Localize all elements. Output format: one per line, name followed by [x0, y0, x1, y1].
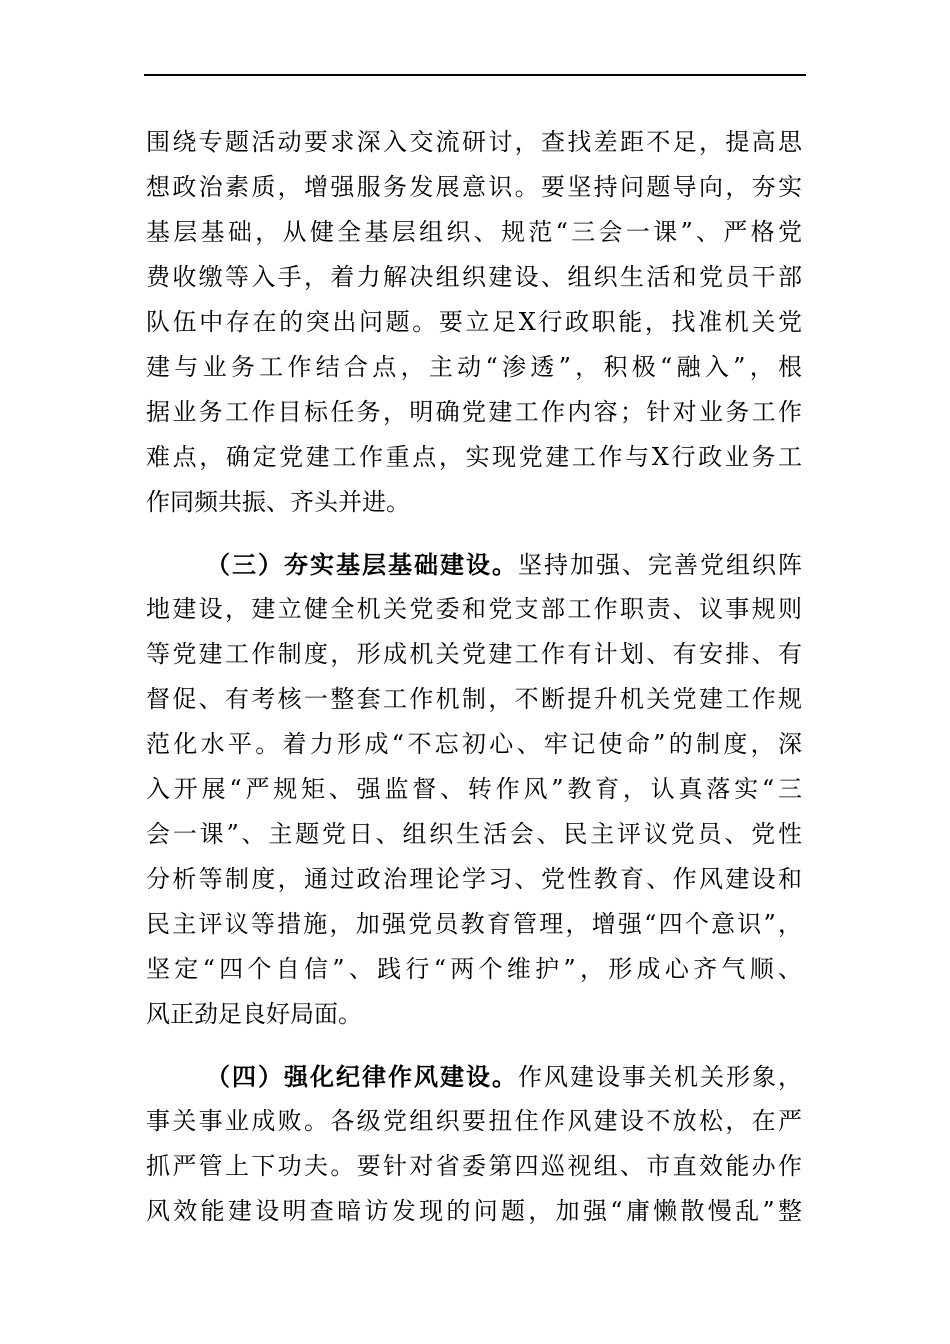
text-run: 作风建设事关机关形象，	[518, 1063, 802, 1091]
paragraph-2	[146, 542, 802, 1037]
section-heading: （三）夯实基层基础建设。	[206, 550, 518, 579]
text-line: 队伍中存在的突出问题。要立足X行政职能，找准机关党	[146, 308, 802, 336]
text-line: 等党建工作制度，形成机关党建工作有计划、有安排、有	[146, 640, 802, 668]
text-line: 民主评议等措施，加强党员教育管理，增强“四个意识”，	[146, 910, 802, 938]
text-line: 据业务工作目标任务，明确党建工作内容；针对业务工作	[146, 398, 802, 426]
text-line: 费收缴等入手，着力解决组织建设、组织生活和党员干部	[146, 263, 802, 291]
paragraph-3	[146, 1054, 802, 1234]
document-body	[146, 120, 802, 1251]
text-line: 事关事业成败。各级党组织要扭住作风建设不放松，在严	[146, 1107, 802, 1135]
paragraph-first-line	[146, 542, 802, 587]
text-line: 建与业务工作结合点，主动“渗透”，积极“融入”，根	[146, 353, 802, 381]
text-line: 风效能建设明查暗访发现的问题，加强“庸懒散慢乱”整	[146, 1197, 802, 1225]
paragraph-1	[146, 120, 802, 525]
text-line: 想政治素质，增强服务发展意识。要坚持问题导向，夯实	[146, 173, 802, 201]
text-line: 围绕专题活动要求深入交流研讨，查找差距不足，提高思	[146, 128, 802, 156]
text-line: 作同频共振、齐头并进。	[146, 488, 410, 516]
text-line: 坚定“四个自信”、践行“两个维护”，形成心齐气顺、	[146, 955, 802, 983]
paragraph-first-line	[146, 1054, 802, 1099]
text-line: 地建设，建立健全机关党委和党支部工作职责、议事规则	[146, 595, 802, 623]
text-line: 分析等制度，通过政治理论学习、党性教育、作风建设和	[146, 865, 802, 893]
section-heading: （四）强化纪律作风建设。	[206, 1062, 518, 1091]
text-run: 坚持加强、完善党组织阵	[518, 551, 802, 579]
text-line: 难点，确定党建工作重点，实现党建工作与X行政业务工	[146, 443, 802, 471]
text-line: 入开展“严规矩、强监督、转作风”教育，认真落实“三	[146, 775, 802, 803]
text-line: 抓严管上下功夫。要针对省委第四巡视组、市直效能办作	[146, 1152, 802, 1180]
text-line: 基层基础，从健全基层组织、规范“三会一课”、严格党	[146, 218, 802, 246]
header-rule	[144, 74, 806, 76]
text-line: 督促、有考核一整套工作机制，不断提升机关党建工作规	[146, 685, 802, 713]
text-line: 会一课”、主题党日、组织生活会、民主评议党员、党性	[146, 820, 802, 848]
text-line: 风正劲足良好局面。	[146, 1000, 362, 1028]
text-line: 范化水平。着力形成“不忘初心、牢记使命”的制度，深	[146, 730, 802, 758]
